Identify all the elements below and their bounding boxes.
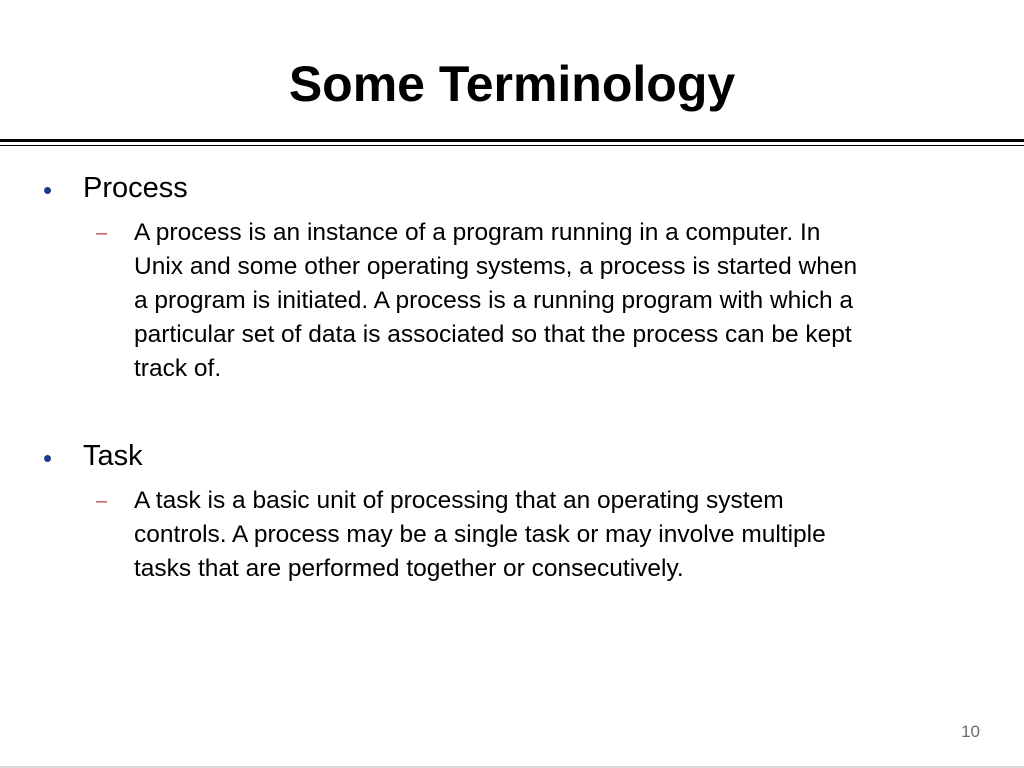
text-line: A process is an instance of a program running in a computer. In (134, 219, 821, 246)
text-line: track of. (134, 355, 222, 382)
bullet-label: Process (83, 172, 188, 204)
dash-icon: – (96, 490, 108, 512)
text-line: Unix and some other operating systems, a process is started when (134, 253, 858, 280)
bullet-icon: • (43, 175, 53, 205)
text-line: a program is initiated. A process is a running program with which a (134, 287, 854, 314)
text-line: tasks that are performed together or consecutively. (134, 555, 684, 582)
bullet-label: Task (83, 440, 143, 472)
sub-item-text (134, 484, 994, 586)
text-line: particular set of data is associated so that the process can be kept (134, 321, 852, 348)
text-line: controls. A process may be a single task or may involve multiple (134, 521, 826, 548)
title-rule-thick (0, 139, 1024, 142)
dash-icon: – (96, 222, 108, 244)
title-rule-thin (0, 145, 1024, 146)
sub-item-text (134, 216, 994, 386)
page-number: 10 (961, 722, 980, 741)
text-line: A task is a basic unit of processing that an operating system (134, 487, 784, 514)
slide-title: Some Terminology (288, 56, 736, 112)
bullet-icon: • (43, 443, 53, 473)
